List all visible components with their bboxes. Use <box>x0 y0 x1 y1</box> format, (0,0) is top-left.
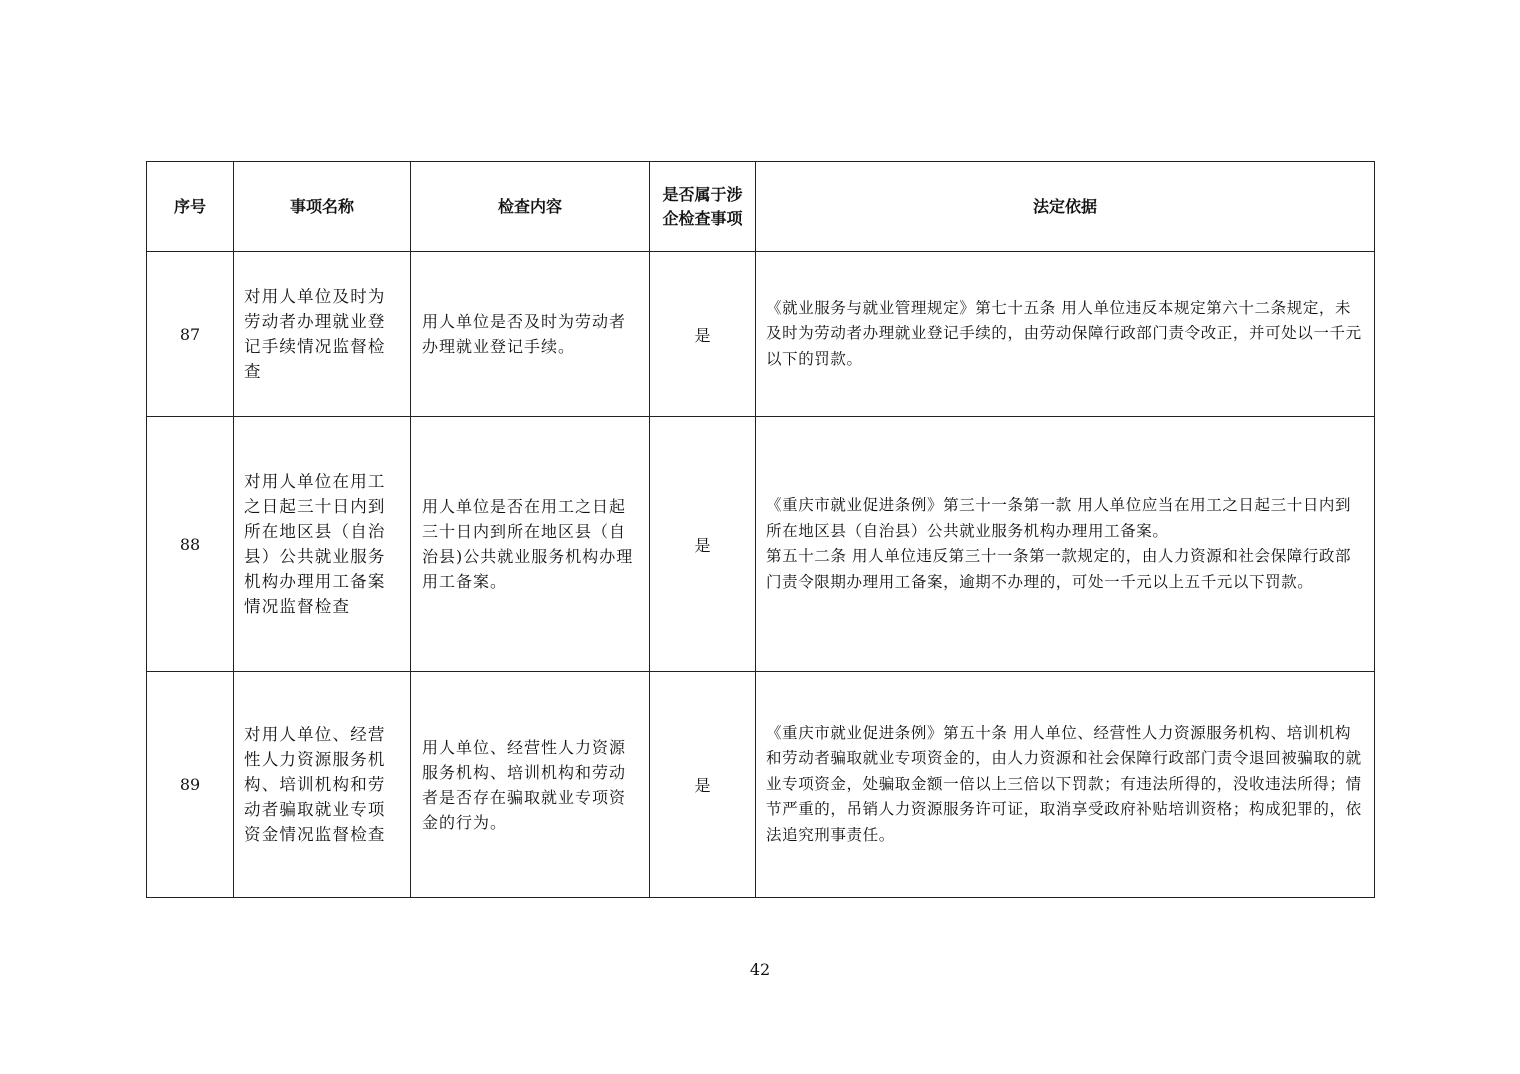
table-row <box>147 672 1375 898</box>
enterprise-flag: 是 <box>650 672 756 898</box>
inspection-items-table <box>146 161 1375 898</box>
header-no: 序号 <box>147 162 234 252</box>
legal-basis <box>756 672 1375 898</box>
item-name: 对用人单位在用工之日起三十日内到所在地区县（自治县）公共就业服务机构办理用工备案情况监督检查 <box>234 417 411 672</box>
enterprise-flag: 是 <box>650 417 756 672</box>
table-row <box>147 417 1375 672</box>
legal-basis-paragraph: 第五十二条 用人单位违反第三十一条第一款规定的，由人力资源和社会保障行政部门责令限期办理用工备案，逾期不办理的，可处一千元以上五千元以下罚款。 <box>766 547 1352 591</box>
header-check-content: 检查内容 <box>411 162 650 252</box>
legal-basis-paragraph: 《重庆市就业促进条例》第五十条 用人单位、经营性人力资源服务机构、培训机构和劳动者骗取就业专项资金的，由人力资源和社会保障行政部门责令退回被骗取的就业专项资金，处骗取金额一倍以上三倍以下罚款；有违法所得的，没收违法所得；情节严重的，吊销人力资源服务许可证，取消享受政府补贴培训资格；构成犯罪的，依法追究刑事责任。 <box>766 723 1362 844</box>
check-content: 用人单位是否及时为劳动者办理就业登记手续。 <box>411 252 650 417</box>
enterprise-flag: 是 <box>650 252 756 417</box>
item-name: 对用人单位及时为劳动者办理就业登记手续情况监督检查 <box>234 252 411 417</box>
legal-basis-paragraph: 《就业服务与就业管理规定》第七十五条 用人单位违反本规定第六十二条规定，未及时为劳动者办理就业登记手续的，由劳动保障行政部门责令改正，并可处以一千元以下的罚款。 <box>766 298 1362 368</box>
legal-basis <box>756 252 1375 417</box>
check-content: 用人单位是否在用工之日起三十日内到所在地区县（自治县)公共就业服务机构办理用工备案。 <box>411 417 650 672</box>
row-number: 87 <box>147 252 234 417</box>
legal-basis <box>756 417 1375 672</box>
page-number: 42 <box>749 960 771 979</box>
legal-basis-paragraph: 《重庆市就业促进条例》第三十一条第一款 用人单位应当在用工之日起三十日内到所在地区县（自治县）公共就业服务机构办理用工备案。 <box>766 496 1352 540</box>
item-name: 对用人单位、经营性人力资源服务机构、培训机构和劳动者骗取就业专项资金情况监督检查 <box>234 672 411 898</box>
row-number: 88 <box>147 417 234 672</box>
header-enterprise-flag-text: 是否属于涉企检查事项 <box>662 184 743 228</box>
header-item-name: 事项名称 <box>234 162 411 252</box>
check-content: 用人单位、经营性人力资源服务机构、培训机构和劳动者是否存在骗取就业专项资金的行为。 <box>411 672 650 898</box>
table-row <box>147 252 1375 417</box>
row-number: 89 <box>147 672 234 898</box>
table-header-row <box>147 162 1375 252</box>
header-legal-basis: 法定依据 <box>756 162 1375 252</box>
header-enterprise-flag <box>650 162 756 252</box>
